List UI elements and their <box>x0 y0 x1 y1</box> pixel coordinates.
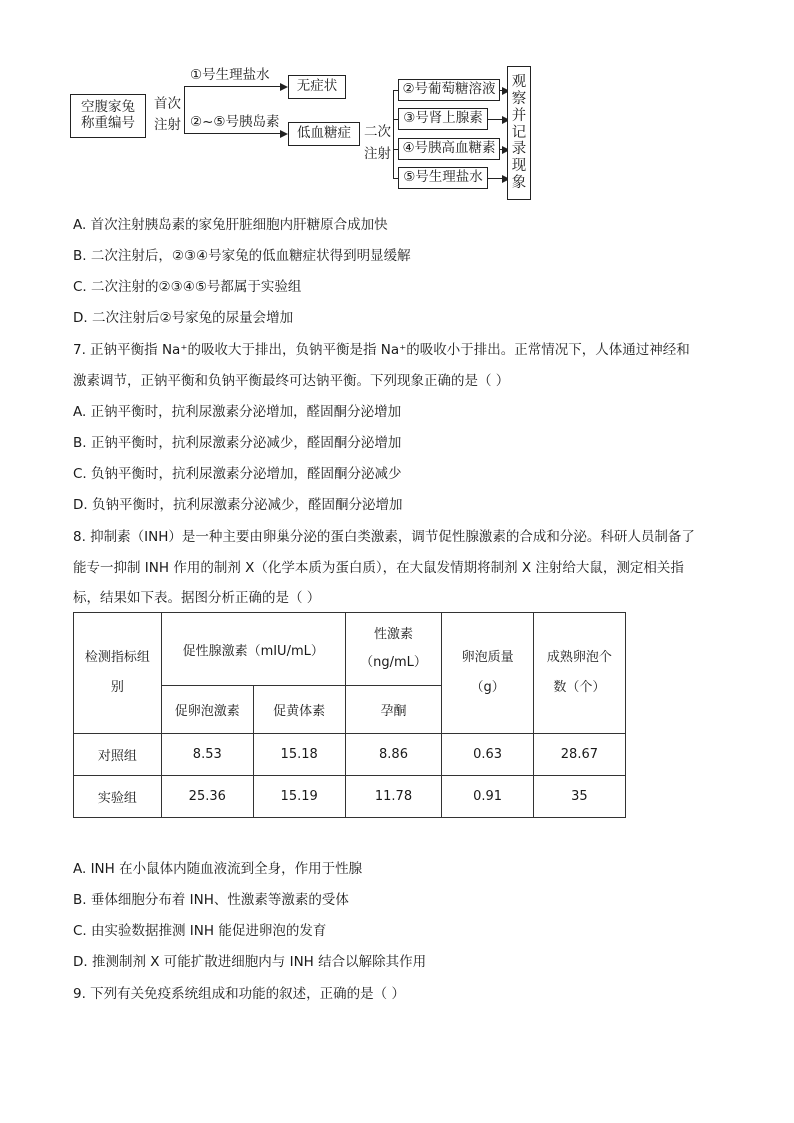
table-header-follicle-mass-line1: 卵泡质量 <box>461 650 514 665</box>
observe-box <box>507 66 531 200</box>
table-cell: 8.53 <box>161 734 253 776</box>
branch-top-label: ①号生理盐水 <box>190 67 270 83</box>
treatment-box-glucose: ②号葡萄糖溶液 <box>398 79 500 101</box>
second-injection-label-2: 注射 <box>364 146 391 162</box>
q6-option-c: C. 二次注射的②③④⑤号都属于实验组 <box>73 279 302 295</box>
q6-option-b: B. 二次注射后，②③④号家兔的低血糖症状得到明显缓解 <box>73 248 411 264</box>
q7-stem-line-1: 7. 正钠平衡指 Na⁺的吸收大于排出，负钠平衡是指 Na⁺的吸收小于排出。正常情况下，人体通过神经和 <box>73 342 690 358</box>
q8-stem-line-3: 标，结果如下表。据图分析正确的是（ ） <box>73 590 321 606</box>
table-header-mature-follicles-line2: 数（个） <box>553 680 606 695</box>
observe-char-1: 观 <box>511 73 527 90</box>
q8-option-b: B. 垂体细胞分布着 INH、性激素等激素的受体 <box>73 892 349 908</box>
branch-bottom-label: ②~⑤号胰岛素 <box>190 114 280 130</box>
table-subheader-lh: 促黄体素 <box>253 686 345 734</box>
q7-option-c: C. 负钠平衡时，抗利尿激素分泌增加，醛固酮分泌减少 <box>73 466 402 482</box>
q7-option-d: D. 负钠平衡时，抗利尿激素分泌减少，醛固酮分泌增加 <box>73 497 403 513</box>
treatment-box-saline: ⑤号生理盐水 <box>398 167 488 189</box>
start-box-line1: 空腹家兔 <box>81 99 135 116</box>
q8-stem-line-2: 能专一抑制 INH 作用的制剂 X（化学本质为蛋白质），在大鼠发情期将制剂 X 注射给大鼠，测定相关指 <box>73 560 684 576</box>
q9-stem: 9. 下列有关免疫系统组成和功能的叙述，正确的是（ ） <box>73 986 405 1002</box>
observe-char-6: 现 <box>511 158 527 175</box>
no-symptom-box: 无症状 <box>288 75 346 99</box>
table-header-sex-hormone <box>345 613 442 686</box>
q7-option-b: B. 正钠平衡时，抗利尿激素分泌减少，醛固酮分泌增加 <box>73 435 402 451</box>
table-subheader-fsh: 促卵泡激素 <box>161 686 253 734</box>
first-injection-label-1: 首次 <box>154 96 181 112</box>
table-header-follicle-mass <box>442 613 533 734</box>
table-header-mature-follicles <box>533 613 625 734</box>
table-cell-group: 对照组 <box>74 734 162 776</box>
first-injection-label-2: 注射 <box>154 117 181 133</box>
observe-char-5: 录 <box>511 141 527 158</box>
branch-bottom-line <box>184 133 282 134</box>
q6-option-d: D. 二次注射后②号家兔的尿量会增加 <box>73 310 294 326</box>
q8-results-table <box>73 612 626 818</box>
table-header-sex-hormone-line1: 性激素 <box>373 627 413 642</box>
observe-char-7: 象 <box>511 175 527 192</box>
table-cell: 8.86 <box>345 734 442 776</box>
q7-option-a: A. 正钠平衡时，抗利尿激素分泌增加，醛固酮分泌增加 <box>73 404 402 420</box>
table-row <box>74 734 626 776</box>
table-cell: 15.18 <box>253 734 345 776</box>
observe-char-2: 察 <box>511 90 527 107</box>
table-cell: 0.63 <box>442 734 533 776</box>
table-cell: 25.36 <box>161 776 253 818</box>
table-cell-group: 实验组 <box>74 776 162 818</box>
branch-top-arrowhead <box>280 83 288 91</box>
q8-option-d: D. 推测制剂 X 可能扩散进细胞内与 INH 结合以解除其作用 <box>73 954 427 970</box>
q8-stem-line-1: 8. 抑制素（INH）是一种主要由卵巢分泌的蛋白类激素，调节促性腺激素的合成和分泌。科研人员制备了 <box>73 529 695 545</box>
table-header-follicle-mass-line2: （g） <box>470 680 505 695</box>
second-injection-label-1: 二次 <box>364 124 391 140</box>
q8-option-a: A. INH 在小鼠体内随血液流到全身，作用于性腺 <box>73 861 363 877</box>
table-cell: 35 <box>533 776 625 818</box>
start-box-line2: 称重编号 <box>81 115 135 131</box>
table-subheader-progesterone: 孕酮 <box>345 686 442 734</box>
observe-char-4: 记 <box>511 124 527 141</box>
table-header-gonadotropin: 促性腺激素（mIU/mL） <box>161 613 345 686</box>
second-split-line <box>393 90 394 178</box>
table-header-sex-hormone-line2: （ng/mL） <box>360 655 427 670</box>
table-corner-header <box>74 613 162 734</box>
q6-option-a: A. 首次注射胰岛素的家兔肝脏细胞内肝糖原合成加快 <box>73 217 388 233</box>
table-cell: 28.67 <box>533 734 625 776</box>
hypoglycemia-box: 低血糖症 <box>288 122 360 146</box>
table-cell: 0.91 <box>442 776 533 818</box>
first-split-line <box>184 86 185 134</box>
table-cell: 15.19 <box>253 776 345 818</box>
table-header-mature-follicles-line1: 成熟卵泡个 <box>546 650 612 665</box>
q7-stem-line-2: 激素调节，正钠平衡和负钠平衡最终可达钠平衡。下列现象正确的是（ ） <box>73 373 510 389</box>
experiment-flow-diagram <box>70 62 540 212</box>
branch-top-line <box>184 86 282 87</box>
table-corner-line2: 别 <box>110 680 124 695</box>
table-corner-line1: 检测指标组 <box>84 650 150 665</box>
observe-char-3: 并 <box>511 107 527 124</box>
q8-option-c: C. 由实验数据推测 INH 能促进卵泡的发育 <box>73 923 327 939</box>
branch-bottom-arrowhead <box>280 130 288 138</box>
table-cell: 11.78 <box>345 776 442 818</box>
treatment-box-glucagon: ④号胰高血糖素 <box>398 138 500 160</box>
treatment-box-adrenaline: ③号肾上腺素 <box>398 108 488 130</box>
start-box <box>70 94 146 138</box>
table-row <box>74 776 626 818</box>
